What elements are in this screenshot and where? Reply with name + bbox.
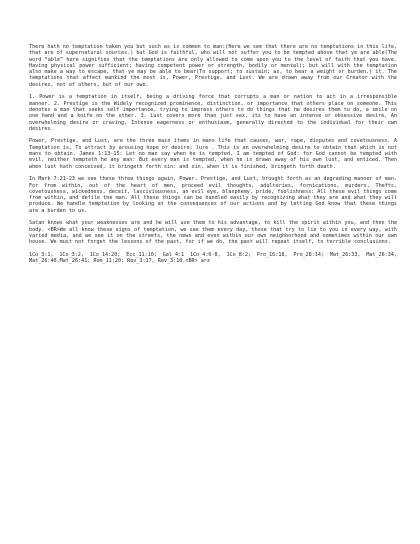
paragraph-mark-defilement: In Mark 7:21-23 we see these three things again, Power, Prestige, and Lust, brought forth as an degrading manner of man. For from within, out of the heart of men, proceed evil thoughts, adulteries, fornications, murders, Thefts, covetousness, wickedness, deceit, lasciviousness, an evil eye, blasphemy, pride, foolishness: All these evil things come from within, and defile the man. All these things can be handled easily by recognizing what they are and what they will produce. We handle temptation by looking at the consequences of our actions and by letting God know that these things are a burden to us.: [29, 176, 398, 214]
paragraph-power-prestige-lust: 1. Power is a temptation in itself, being a driving force that corrupts a man or nation to act in a irresponsible manner. 2. Prestige is the Widely recognized prominence, distinction, or importance that others place on someone. This denotes a man that seeks self importance, trying to impress others to do things that he desires them to do, a smile on one hand and a knife on the other. 3. Lust covers more than just sex, its to have an intense or obsessive desire, An overwhelming desire or craving, Intense eagerness or enthusiasm, generally directed to the individual for their own desires.: [29, 94, 397, 132]
paragraph-james-temptation: Power, Prestige, and Lust, are the three main items in mans life that causes, war, rape, disputes and covetousness. A Temptation is, To attract by arousing hope or desire; lure . This is an overwhelming desire to obtain that which is not mans to obtain. James 1:13-15: Let no man say when he is tempted, I am tempted of God: for God cannot be tempted with evil, neither tempteth he any man: But every man is tempted, when he is drawn away of his own lust, and enticed. Then when lust hath conceived, it bringeth forth sin: and sin, when it is finished, bringeth forth death.: [29, 138, 397, 170]
scripture-references: 1Co_3:1, 1Co_3:2, 1Co_14:20; Ecc_11:10; Gal_4:1 1Co_4:6-8, 1Co_8:2; Pro_16:18, Pro_28:14; Mat_26:33, Mat_26:34, Mat_26:40,Mat_26:41; Rom_11:20; Rev_3:17, Rev_3:18.<BR> arz: [29, 251, 397, 265]
document-body: [29, 44, 397, 264]
paragraph-temptation-intro: There hath no temptation taken you but such as is common to man:(Here we see that there are no temptations in this life, that are of supernatural sources.) but God is faithful, who will not suffer you to be tempted above that ye are able(The word “able” here signifies that the temptations are only allowed to come upon you to the level of faith that you have. Having physical power sufficient; having competent power or strength, bodily or mental); but will with the temptation also make a way to escape, that ye may be able to bear(To support; to sustain; as, to bear a weight or burden.) it. The temptations that affect mankind the most is, Power, Prestige, and Lust. We are drawn away from our Creator with the desires, not of others, but of our own.: [29, 44, 398, 88]
paragraph-satan-weaknesses: Satan knows what your weaknesses are and he will use them to his advantage, to kill the spirit within you, and then the body. <BR>We all know these signs of temptation, we see them every day, those that try to lie to you in every way, with varied media, and we see it on the streets, the news and even within our own neighborhood and sometimes within our own house. We must not forget the lessons of the past, for if we do, the past will repeat itself, to terrible conclusions.: [29, 220, 397, 246]
